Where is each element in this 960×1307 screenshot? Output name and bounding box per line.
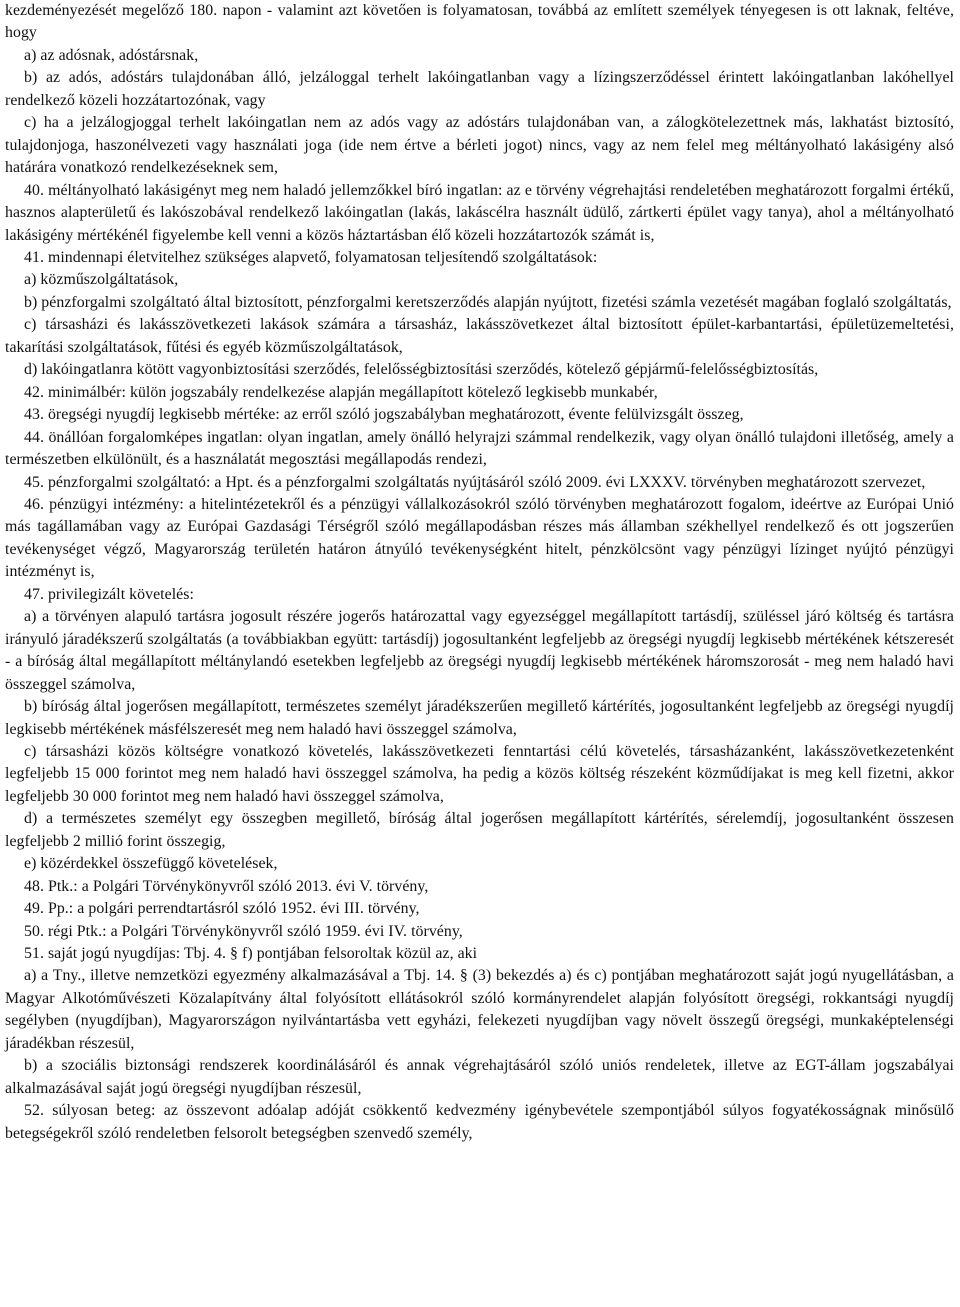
list-item-51b: b) a szociális biztonsági rendszerek koordinálásáról és annak végrehajtásáról szóló uniós rendeletek, illetve az EGT-állam jogszabályai alkalmazásával saját jogú öregségi nyugdíjban részesül, bbox=[5, 1057, 954, 1097]
definition-40: 40. méltányolható lakásigényt meg nem haladó jellemzőkkel bíró ingatlan: az e törvény végrehajtási rendeletében meghatározott forgalmi értékű, hasznos alapterületű és lakószobával rendelkező lakóingatlan (lakás, lakáscélra használt üdülő, zártkerti épület vagy tanya), ahol a méltányolható lakásigény mértékénél figyelembe kell venni a közös háztartásban élő közeli hozzátartozók számát is, bbox=[5, 181, 954, 244]
list-item-47e: e) közérdekkel összefüggő követelések, bbox=[24, 855, 278, 873]
definition-48: 48. Ptk.: a Polgári Törvénykönyvről szóló 2013. évi V. törvény, bbox=[24, 877, 429, 895]
list-item-39b: b) az adós, adóstárs tulajdonában álló, jelzáloggal terhelt lakóingatlanban vagy a lízingszerződéssel érintett lakóingatlanban lakóhellyel rendelkező közeli hozzátartozónak, vagy bbox=[5, 69, 954, 109]
list-item-39c: c) ha a jelzálogjoggal terhelt lakóingatlan nem az adós vagy az adóstárs tulajdonában van, a zálogkötelezettnek más, lakhatást biztosító, tulajdonjoga, haszonélvezeti vagy használati joga (ide nem értve a bérleti jogot) nincs, vagy az nem felel meg méltányolható lakásigény alsó határára vonatkozó rendelkezéseknek sem, bbox=[5, 114, 954, 177]
definition-51: 51. saját jogú nyugdíjas: Tbj. 4. § f) pontjában felsoroltak közül az, aki bbox=[24, 945, 478, 963]
definition-42: 42. minimálbér: külön jogszabály rendelkezése alapján megállapított kötelező legkisebb munkabér, bbox=[24, 383, 658, 401]
definition-47: 47. privilegizált követelés: bbox=[24, 585, 194, 603]
definition-46: 46. pénzügyi intézmény: a hitelintézetekről és a pénzügyi vállalkozásokról szóló törvényben meghatározott fogalom, ideértve az Európai Unió más tagállamában vagy az Európai Gazdasági Térségről szóló megállapodásban részes más államban székhellyel rendelkező és ott jogszerűen tevékenységet végző, Magyarország területén határon átnyúló tevékenységként hitelt, pénzkölcsönt vagy pénzügyi lízinget nyújtó pénzügyi intézményt is, bbox=[5, 495, 954, 581]
definition-43: 43. öregségi nyugdíj legkisebb mértéke: az erről szóló jogszabályban meghatározott, évente felülvizsgált összeg, bbox=[24, 406, 744, 424]
definition-49: 49. Pp.: a polgári perrendtartásról szóló 1952. évi III. törvény, bbox=[24, 900, 420, 918]
definition-52: 52. súlyosan beteg: az összevont adóalap adóját csökkentő kedvezmény igénybevétele szempontjából súlyos fogyatékosságnak minősülő betegségekről szóló rendeletben felsorolt betegségben szenvedő személy, bbox=[5, 1102, 954, 1142]
list-item-41c: c) társasházi és lakásszövetkezeti lakások számára a társasház, lakásszövetkezet által biztosított épület-karbantartási, épületüzemeltetési, takarítási szolgáltatások, fűtési és egyéb közműszolgáltatások, bbox=[5, 316, 954, 356]
paragraph-continuation: kezdeményezését megelőző 180. napon - valamint azt követően is folyamatosan, továbbá az említett személyek tényegesen is ott laknak, feltéve, hogy bbox=[5, 2, 954, 42]
list-item-41b: b) pénzforgalmi szolgáltató által biztosított, pénzforgalmi keretszerződés alapján nyújtott, fizetési számla vezetését magában foglaló szolgáltatás, bbox=[24, 293, 952, 311]
list-item-47c: c) társasházi közös költségre vonatkozó követelés, lakásszövetkezeti fenntartási célú követelés, társasházanként, lakásszövetkezetenként legfeljebb 15 000 forintot meg nem haladó havi összeggel számolva, ha pedig a közös költség részeként közműdíjakat is meg kell fizetni, akkor legfeljebb 30 000 forintot meg nem haladó havi összeggel számolva, bbox=[5, 742, 954, 805]
list-item-47a: a) a törvényen alapuló tartásra jogosult részére jogerős határozattal vagy egyezséggel megállapított tartásdíj, szüléssel járó költség és tartásra irányuló járadékszerű szolgáltatás (a továbbiakban együtt: tartásdíj) jogosultanként legfeljebb az öregségi nyugdíj legkisebb mértékének kétszeresét - a bíróság által megállapított méltánylandó esetekben legfeljebb az öregségi nyugdíj legkisebb mértékének háromszorosát - meg nem haladó havi összeggel számolva, bbox=[5, 608, 954, 693]
definition-44: 44. önállóan forgalomképes ingatlan: olyan ingatlan, amely önálló helyrajzi számmal rendelkezik, vagy olyan önálló tulajdoni illetőség, amely a természetben elkülönült, és a használatát megosztási megállapodás rendezi, bbox=[5, 428, 954, 469]
list-item-41a: a) közműszolgáltatások, bbox=[24, 271, 179, 289]
list-item-47d: d) a természetes személyt egy összegben megillető, bíróság által jogerősen megállapított kártérítés, sérelemdíj, jogosultanként összesen legfeljebb 2 millió forint összegig, bbox=[5, 810, 954, 850]
list-item-39a: a) az adósnak, adóstársnak, bbox=[24, 46, 199, 64]
list-item-41d: d) lakóingatlanra kötött vagyonbiztosítási szerződés, felelősségbiztosítási szerződés, kötelező gépjármű-felelősségbiztosítás, bbox=[24, 361, 819, 379]
list-item-47b: b) bíróság által jogerősen megállapított, természetes személyt járadékszerűen megillető kártérítés, jogosultanként legfeljebb az öregségi nyugdíj legkisebb mértékének másfélszeresét meg nem haladó havi összeggel számolva, bbox=[5, 698, 954, 738]
definition-50: 50. régi Ptk.: a Polgári Törvénykönyvről szóló 1959. évi IV. törvény, bbox=[24, 922, 463, 940]
definition-41: 41. mindennapi életvitelhez szükséges alapvető, folyamatosan teljesítendő szolgáltatások: bbox=[24, 248, 598, 266]
list-item-51a: a) a Tny., illetve nemzetközi egyezmény alkalmazásával a Tbj. 14. § (3) bekezdés a) és c) pontjában meghatározott saját jogú nyugellátásban, a Magyar Alkotóművészeti Közalapítvány által folyósított ellátásokról szóló kormányrendelet alapján folyósított öregségi, rokkantsági nyugdíj segélyben (nyugdíjban), Magyarországon nyilvántartásba vett egyházi, felekezeti nyugdíjban vagy növelt összegű öregségi, munkaképtelenségi járadékban részesül, bbox=[5, 967, 954, 1052]
definition-45: 45. pénzforgalmi szolgáltató: a Hpt. és a pénzforgalmi szolgáltatás nyújtásáról szóló 2009. évi LXXXV. törvényben meghatározott szervezet, bbox=[24, 473, 926, 491]
